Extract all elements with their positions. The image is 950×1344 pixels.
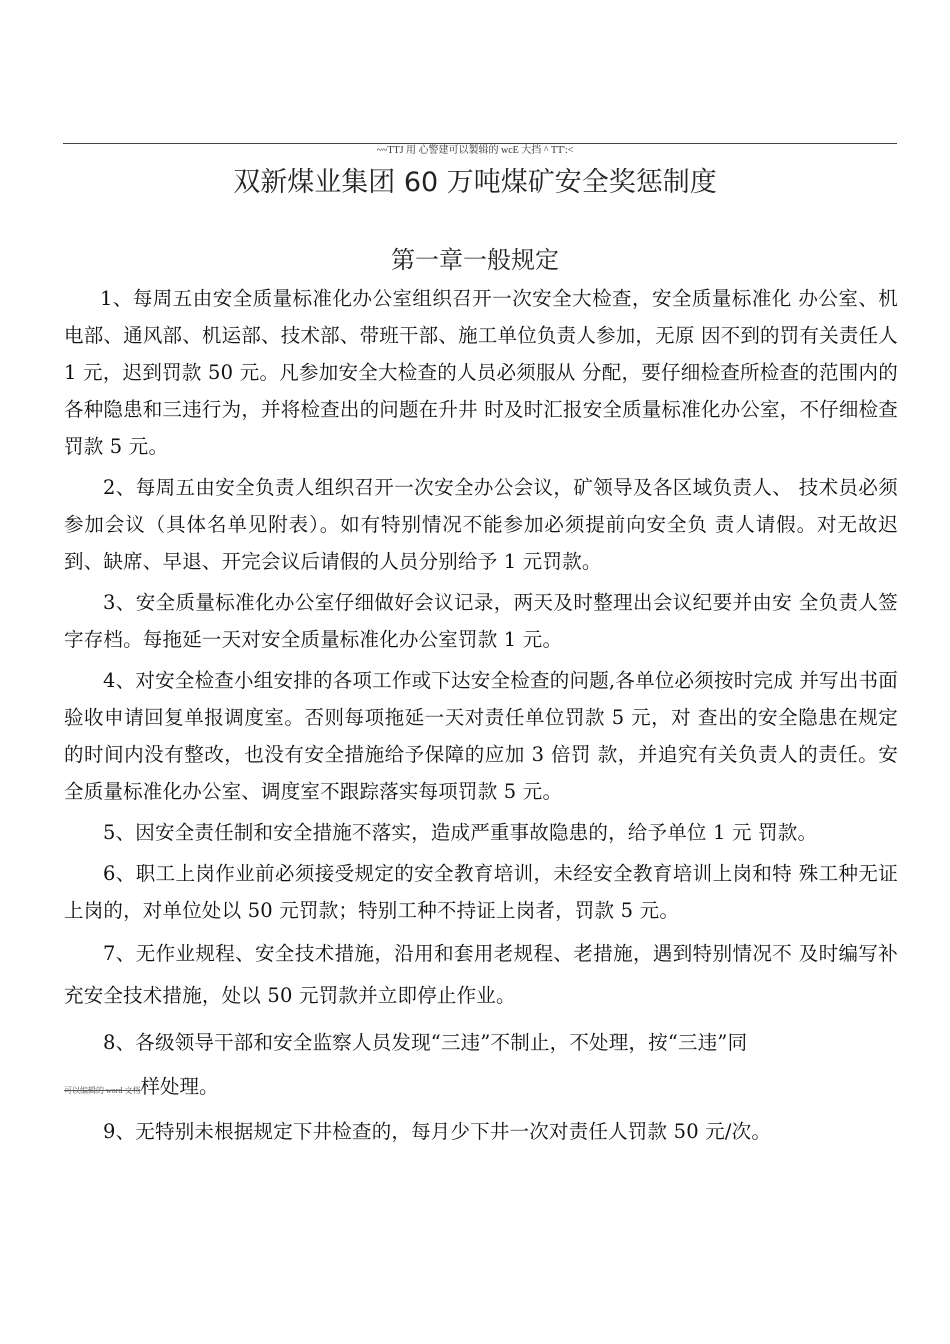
chapter-title: 第一章一般规定 [391,246,559,274]
document-body [64,280,898,1154]
paragraph-8: 8、各级领导干部和安全监察人员发现“三违”不制止，不处理，按“三违”同 [103,1031,748,1054]
paragraph-9: 9、无特别未根据规定下井检查的，每月少下井一次对责任人罚款 50 元/次。 [103,1120,772,1143]
paragraph-5: 5、因安全责任制和安全措施不落实，造成严重事故隐患的，给予单位 1 元 罚款。 [103,821,818,844]
paragraph-2: 2、每周五由安全负责人组织召开一次安全办公会议，矿领导及各区域负责人、 技术员必须参加会议（具体名单见附表）。如有特别情况不能参加必须提前向安全负 责人请假。对无故迟到、缺席、早退、开完会议后请假的人员分别给予 1 元罚款。 [64,476,898,573]
paragraph-1: 1、每周五由安全质量标准化办公室组织召开一次安全大检查，安全质量标准化 办公室、机电部、通风部、机运部、技术部、带班干部、施工单位负责人参加，无原 因不到的罚有关责任人 1 元，迟到罚款 50 元。凡参加安全大检查的人员必须服从 分配，要仔细检查所检查的范围内的各种隐患和三违行为，并将检查出的问题在升井 时及时汇报安全质量标准化办公室，不仔细检查罚款 5 元。 [64,287,898,458]
paragraph-8-tail: 样处理。 [140,1075,219,1098]
paragraph-7: 7、无作业规程、安全技术措施，沿用和套用老规程、老措施，遇到特别情况不 及时编写补充安全技术措施，处以 50 元罚款并立即停止作业。 [64,942,898,1007]
paragraph-6: 6、职工上岗作业前必须接受规定的安全教育培训，未经安全教育培训上岗和特 殊工种无证上岗的，对单位处以 50 元罚款；特别工种不持证上岗者，罚款 5 元。 [64,862,898,922]
document-title: 双新煤业集团 60 万吨煤矿安全奖惩制度 [233,167,717,198]
paragraph-8-continuation [64,1065,898,1113]
paragraph-4: 4、对安全检查小组安排的各项工作或下达安全检查的问题,各单位必须按时完成 并写出书面验收申请回复单报调度室。否则每项拖延一天对责任单位罚款 5 元，对 查出的安全隐患在规定的时间内没有整改，也没有安全措施给予保障的应加 3 倍罚 款，并追究有关负责人的责任。安全质量标准化办公室、调度室不跟踪落实每项罚款 5 元。 [64,669,898,803]
footer-note: 可以编辑的 word 文档 [64,1086,141,1095]
header-rule [63,143,897,144]
paragraph-3: 3、安全质量标准化办公室仔细做好会议记录，两天及时整理出会议纪要并由安 全负责人签字存档。每拖延一天对安全质量标准化办公室罚款 1 元。 [64,591,898,651]
header-note: ~~TTJ 用 心警建可以製辑的 wcE 大挡 ^ TT':< [376,145,574,156]
